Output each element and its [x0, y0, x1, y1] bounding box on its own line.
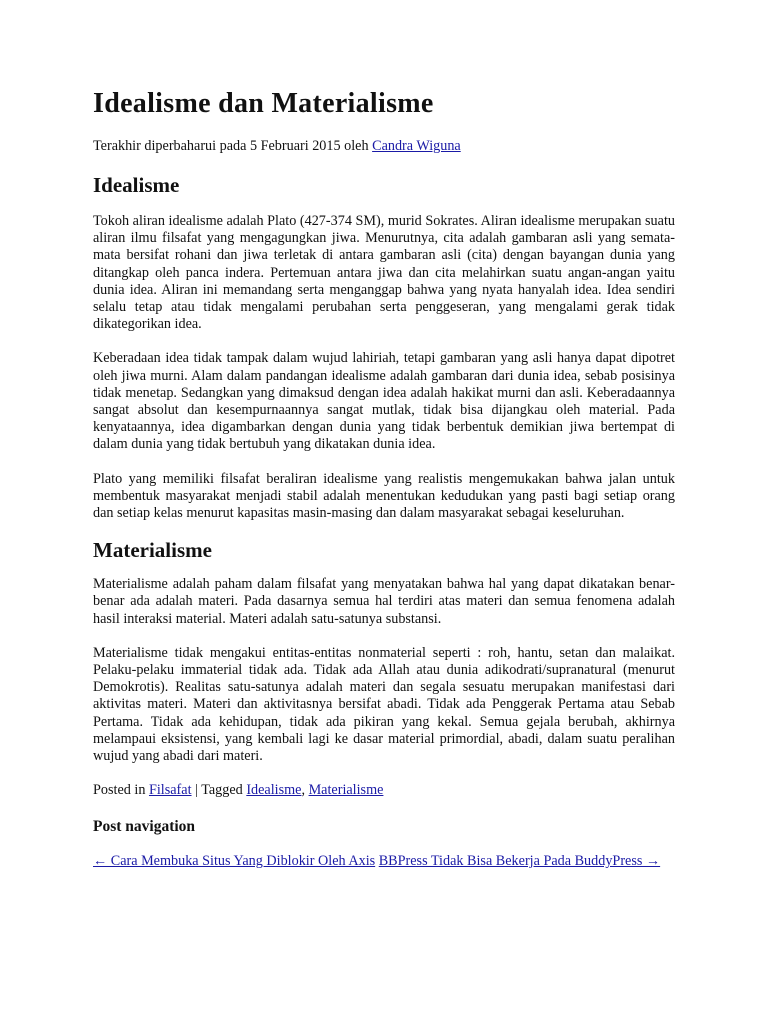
- author-link[interactable]: Candra Wiguna: [372, 138, 461, 154]
- next-post-link[interactable]: BBPress Tidak Bisa Bekerja Pada BuddyPress →: [378, 853, 661, 870]
- tagged-label: | Tagged: [191, 782, 247, 799]
- tag-link-materialisme[interactable]: Materialisme: [308, 782, 384, 799]
- updated-text: Terakhir diperbaharui pada 5 Februari 2015 oleh: [93, 138, 373, 154]
- tag-link-idealisme[interactable]: Idealisme: [246, 782, 302, 799]
- paragraph: Keberadaan idea tidak tampak dalam wujud lahiriah, tetapi gambaran yang asli hanya dapat dipotret oleh jiwa murni. Alam dalam pandangan idealisme adalah gambaran dari dunia idea, sebab posisinya tidak menetap. Sedangkan yang dimaksud dengan idea adalah hakikat murni dan asli. Keberadaannya sangat absolut dan kesempurnaannya sangat mutlak, tidak bisa dijangkau oleh material. Pada kenyataannya, idea digambarkan dengan dunia yang tidak berbentuk demikian jiwa bertempat di dalam dunia yang tidak bertubuh yang dikatakan dunia idea.: [93, 350, 675, 453]
- paragraph: Materialisme tidak mengakui entitas-entitas nonmaterial seperti : roh, hantu, setan dan malaikat. Pelaku-pelaku immaterial tidak ada. Tidak ada Allah atau dunia adikodrati/supranatural (menurut Demokrotis). Realitas satu-satunya adalah materi dan segala sesuatu merupakan manifestasi dari aktivitas materi. Materi dan aktivitasnya bersifat abadi. Tidak ada Penggerak Pertama atau Sebab Pertama. Tidak ada kehidupan, tidak ada pikiran yang kekal. Semua gejala berubah, akhirnya melampaui eksistensi, yang kembali lagi ke dasar material primordial, abadi, dalam suatu peralihan wujud yang abadi dari materi.: [93, 644, 675, 765]
- paragraph: Materialisme adalah paham dalam filsafat yang menyatakan bahwa hal yang dapat dikatakan benar-benar ada adalah materi. Pada dasarnya semua hal terdiri atas materi dan semua fenomena adalah hasil interaksi material. Materi adalah satu-satunya substansi.: [93, 576, 675, 627]
- post-navigation: [93, 853, 675, 870]
- paragraph: Tokoh aliran idealisme adalah Plato (427-374 SM), murid Sokrates. Aliran idealisme merupakan suatu aliran ilmu filsafat yang mengagungkan jiwa. Menurutnya, cita adalah gambaran asli yang semata-mata bersifat rohani dan jiwa terletak di antara gambaran asli (cita) dengan bayangan dunia yang ditangkap oleh panca indera. Pertemuan antara jiwa dan cita melahirkan suatu angan-angan yaitu dunia idea. Aliran ini memandang serta menganggap bahwa yang nyata hanyalah idea. Idea sendiri selalu tetap atau tidak mengalami perubahan serta penggeseran, yang mengalami gerak tidak dikategorikan idea.: [93, 213, 675, 333]
- posted-in-label: Posted in: [93, 782, 149, 799]
- section-heading-materialisme: Materialisme: [93, 538, 212, 563]
- paragraph: Plato yang memiliki filsafat beraliran idealisme yang realistis mengemukakan bahwa jalan untuk membentuk masyarakat menjadi stabil adalah menentukan kedudukan yang pasti bagi setiap orang dan setiap kelas menurut kapasitas masin-masing dan dalam masyarakat sebagai keseluruhan.: [93, 470, 675, 522]
- article: [93, 84, 675, 870]
- previous-post-link[interactable]: ← Cara Membuka Situs Yang Diblokir Oleh Axis: [93, 853, 376, 870]
- article-meta: [93, 138, 675, 155]
- post-navigation-heading: Post navigation: [93, 818, 196, 836]
- category-link[interactable]: Filsafat: [148, 782, 192, 799]
- article-title: Idealisme dan Materialisme: [93, 88, 434, 119]
- tag-separator: ,: [301, 782, 309, 799]
- entry-footer: [93, 782, 675, 799]
- section-heading-idealisme: Idealisme: [93, 173, 180, 197]
